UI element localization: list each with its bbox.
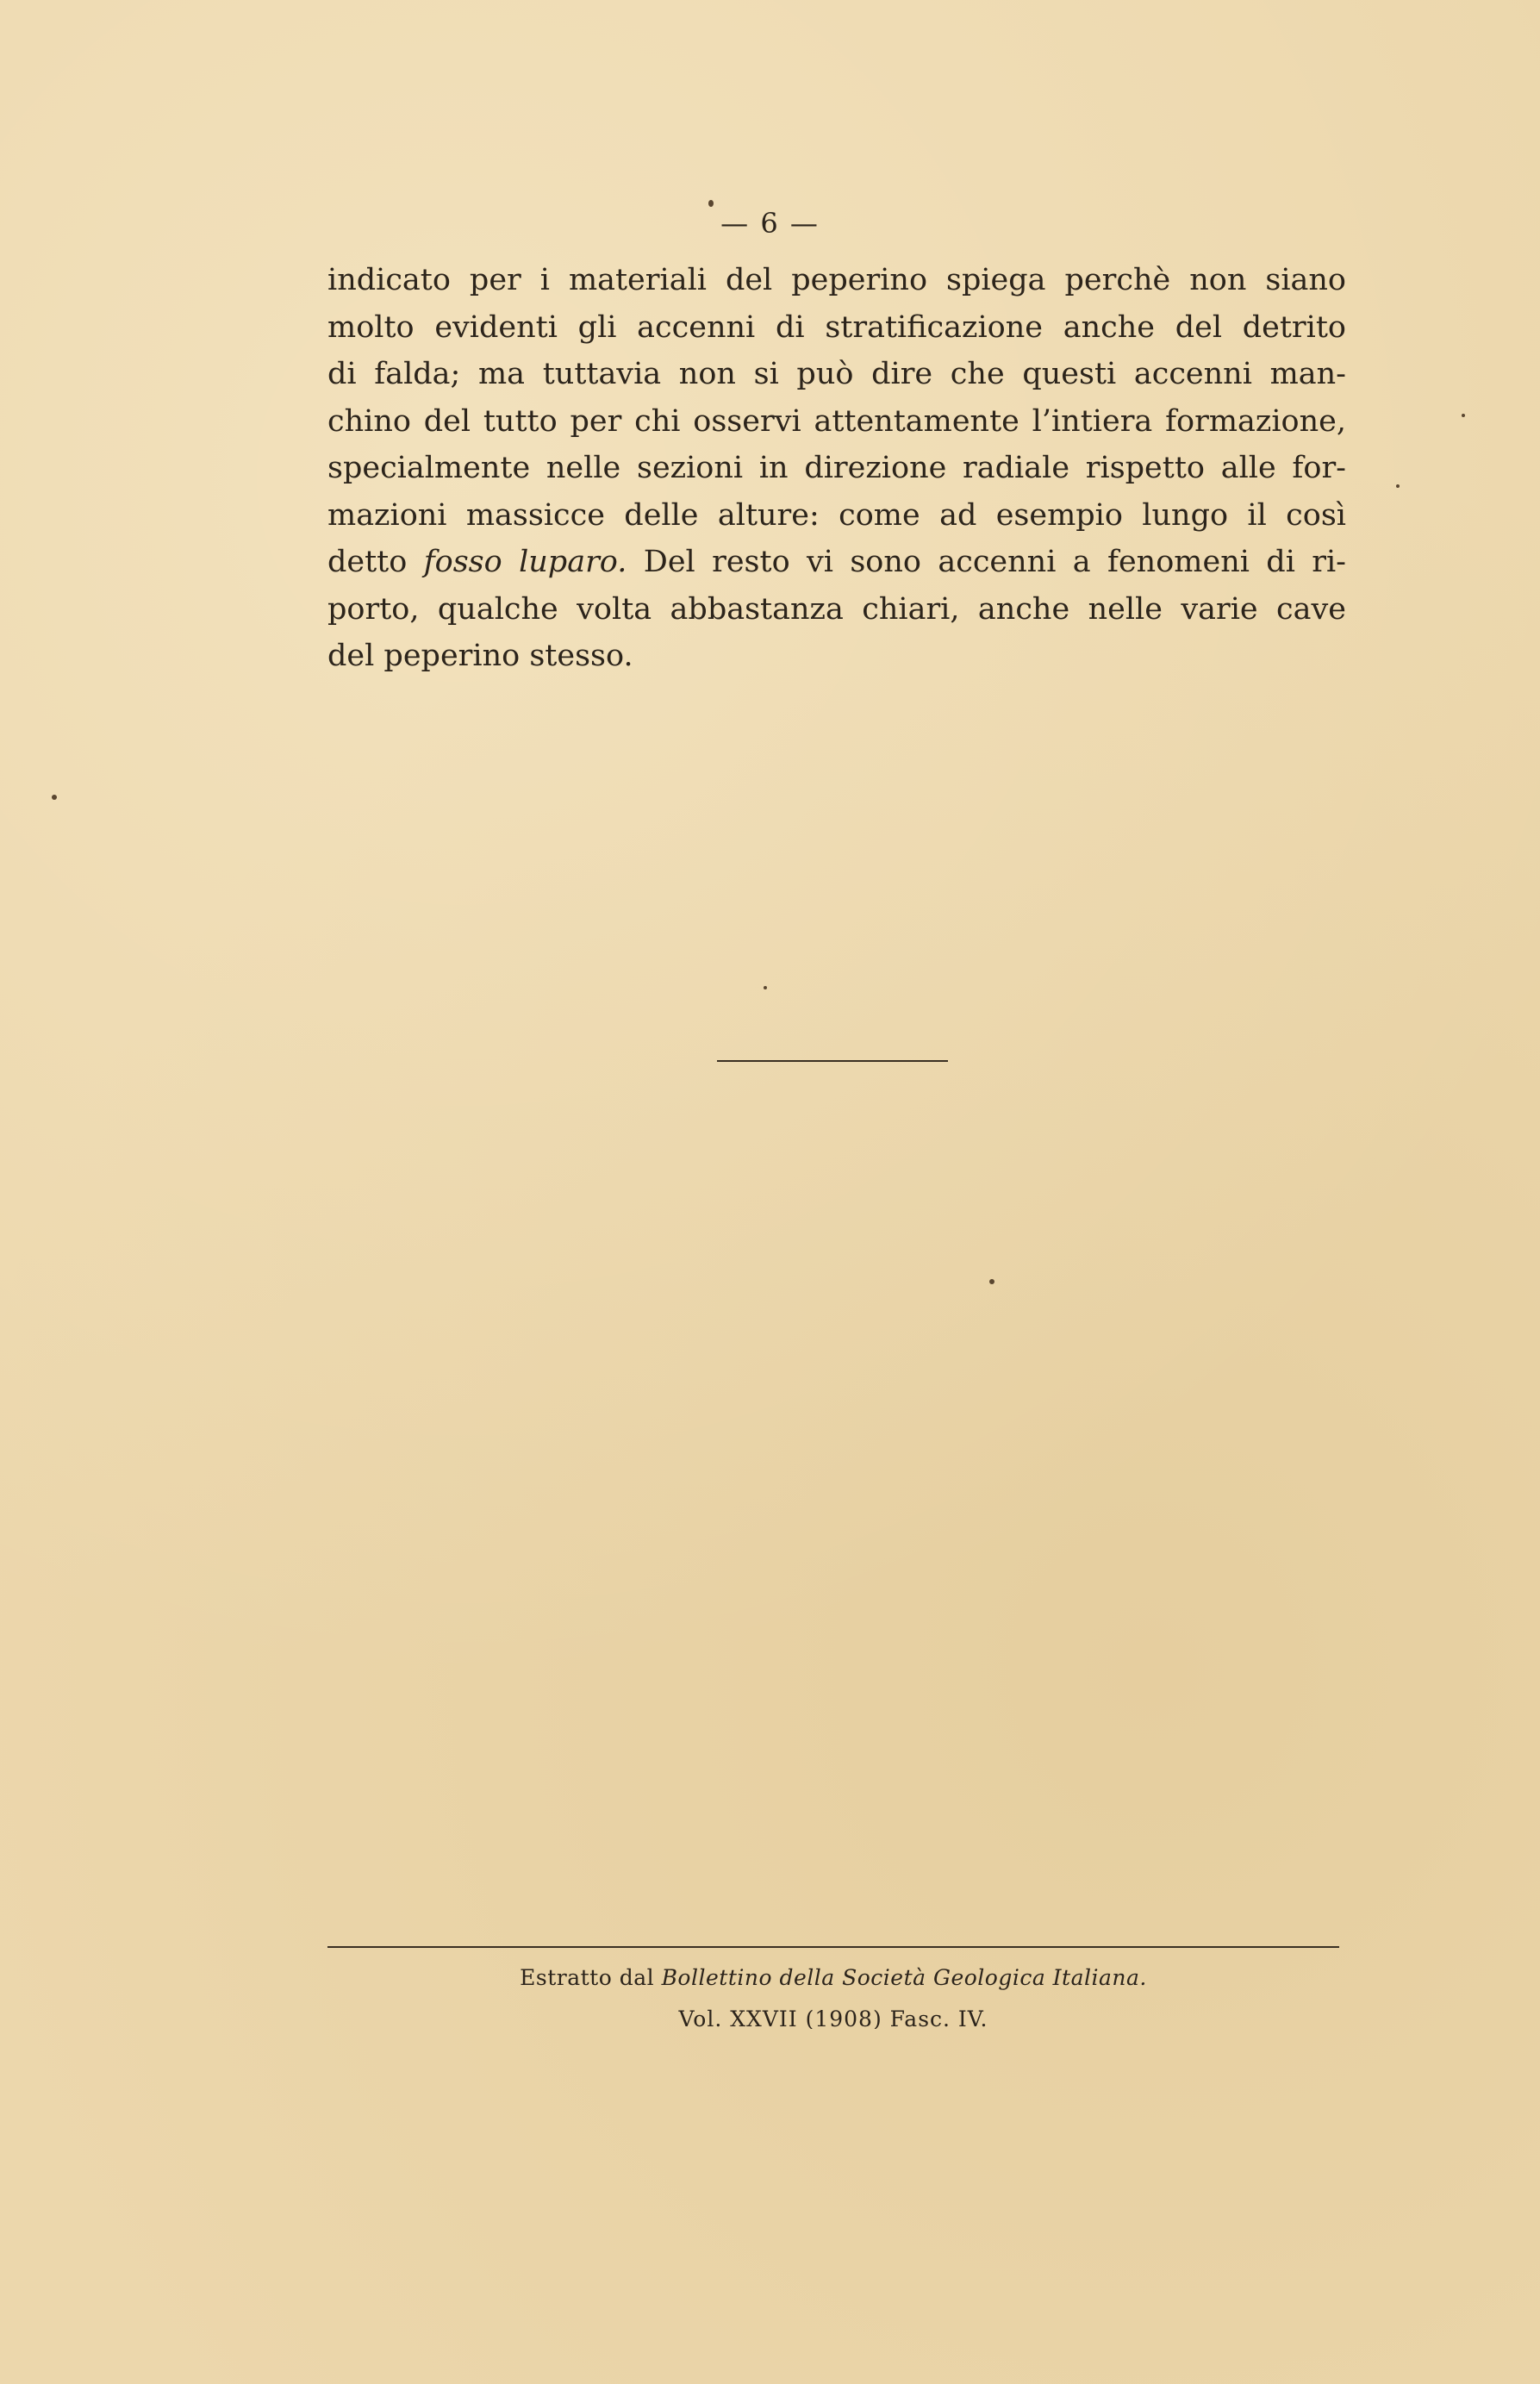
body-line-1: indicato per i materiali del peperino spiega perchè non siano — [327, 263, 1346, 297]
footer-citation-prefix: Estratto dal — [520, 1965, 662, 1990]
body-line-7-end: Del resto vi sono accenni a fenomeni di ri- — [627, 545, 1347, 579]
fosso-luparo-italic: fosso luparo. — [423, 545, 627, 579]
paper-speck — [989, 1279, 994, 1284]
footer-citation — [327, 1965, 1339, 1990]
body-line-7 — [327, 539, 1346, 586]
body-line-7-start: detto — [327, 545, 424, 579]
paper-speck — [764, 986, 767, 989]
paper-speck — [1462, 414, 1465, 417]
body-line-2: molto evidenti gli accenni di stratificazione anche del detrito — [327, 309, 1346, 345]
paper-speck — [708, 200, 714, 207]
paper-speck — [52, 795, 57, 800]
body-line-6: mazioni massicce delle alture: come ad esempio lungo il così — [327, 497, 1346, 533]
footer-journal-title: Bollettino della Società Geologica Italiana. — [661, 1965, 1147, 1990]
footer-rule — [327, 1946, 1339, 1948]
page-number: — 6 — — [720, 207, 820, 240]
section-divider — [717, 1060, 948, 1062]
footer-volume: Vol. XXVII (1908) Fasc. IV. — [678, 2006, 988, 2029]
body-line-5: specialmente nelle sezioni in direzione radiale rispetto alle for- — [327, 451, 1346, 485]
body-paragraph — [327, 257, 1346, 680]
body-line-9: del peperino stesso. — [327, 639, 633, 673]
body-line-4: chino del tutto per chi osservi attentamente l’intiera formazione, — [327, 403, 1346, 439]
body-line-8: porto, qualche volta abbastanza chiari, anche nelle varie cave — [327, 591, 1346, 627]
body-line-3: di falda; ma tuttavia non si può dire che questi accenni man- — [327, 357, 1346, 391]
paper-speck — [1396, 484, 1400, 488]
